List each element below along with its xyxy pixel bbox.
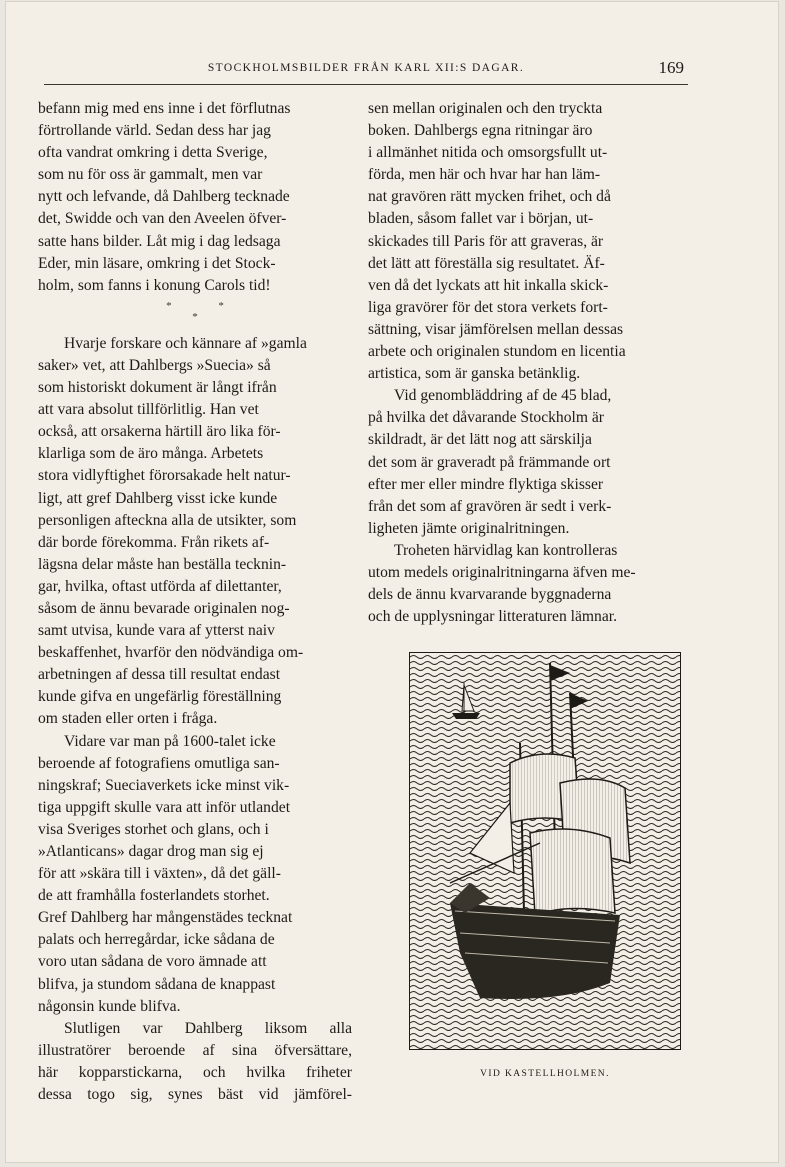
text-line: satte hans bilder. Låt mig i dag ledsaga (38, 232, 281, 250)
text-line: efter mer eller mindre flyktiga skisser (368, 475, 604, 493)
text-line: ningskraf; Sueciaverkets icke minst vik- (38, 776, 290, 794)
text-line: palats och herregårdar, icke sådana de (38, 931, 275, 949)
text-line: förda, men här och hvar har han läm- (368, 166, 601, 184)
text-line: Eder, min läsare, omkring i det Stock- (38, 254, 276, 272)
paragraph-fidelity (368, 540, 680, 628)
text-line: blifva, ja stundom sådana de knappast (38, 975, 276, 993)
text-line: Hvarje forskare och kännare af »gamla (64, 334, 307, 352)
text-line: ligt, att gref Dahlberg visst icke kunde (38, 489, 278, 507)
text-line: personligen afteckna alla de utsikter, som (38, 511, 297, 529)
paragraph-photography (38, 731, 352, 1018)
text-line: illustratörer beroende af sina öfversättare, (38, 1041, 352, 1059)
text-line: det, Swidde och van den Aveelen öfver- (38, 210, 287, 228)
text-line: beroende af fotografiens omutliga san- (38, 754, 280, 772)
asterisk-bottom: * (192, 310, 220, 323)
text-line: Slutligen var Dahlberg liksom alla (64, 1019, 352, 1037)
text-line: beskaffenhet, hvarför den nödvändiga om- (38, 644, 304, 662)
text-line: nat gravören rätt mycken frihet, och då (368, 188, 611, 206)
book-page (6, 2, 778, 1162)
text-line: ofta vandrat omkring i detta Sverige, (38, 144, 268, 162)
text-line: artistica, som är ganska betänklig. (368, 365, 581, 383)
right-column (368, 98, 680, 628)
text-line: ven då det lyckats att hit inkalla skick- (368, 276, 609, 294)
text-line: som historiskt dokument är långt ifrån (38, 379, 277, 397)
text-line: boken. Dahlbergs egna ritningar äro (368, 122, 593, 140)
text-line: från det som af gravören är sedt i verk- (368, 497, 612, 515)
text-line: samt utvisa, kunde vara af ytterst naiv (38, 622, 275, 640)
text-line: dessa togo sig, synes bäst vid jämförel- (38, 1086, 352, 1104)
text-line: det lätt att föreställa sig resultatet. Äf- (368, 254, 605, 272)
text-line: holm, som fanns i konung Carols tid! (38, 276, 271, 294)
text-line: stora vidlyftighet förorsakade helt natur- (38, 467, 291, 485)
paragraph-sources (38, 333, 352, 731)
text-line: nytt och lefvande, då Dahlberg tecknade (38, 188, 290, 206)
paragraph-leafing (368, 385, 680, 540)
text-line: utom medels originalritningarna äfven me- (368, 563, 636, 581)
text-line: skildradt, är det lätt nog att särskilja (368, 431, 592, 449)
text-line: för att »skära till i växten», då det gäll- (38, 865, 281, 883)
text-line: klarliga som de äro många. Arbetets (38, 445, 264, 463)
text-line: någonsin kunde blifva. (38, 997, 181, 1015)
text-line: ligheten jämte originalritningen. (368, 519, 570, 537)
page-header (44, 58, 688, 85)
text-line: befann mig med ens inne i det förflutnas (38, 100, 291, 117)
text-line: bladen, såsom fallet var i början, ut- (368, 210, 594, 228)
text-line: Gref Dahlberg har mångenstädes tecknat (38, 909, 293, 927)
text-line: visa Sveriges storhet och glans, och i (38, 820, 269, 838)
text-line: voro utan sådana de voro ämnade att (38, 953, 267, 971)
paragraph-engravers (38, 1018, 352, 1106)
text-line: det som är graveradt på främmande ort (368, 453, 611, 471)
text-line: Troheten härvidlag kan kontrolleras (394, 541, 618, 559)
text-line: sen mellan originalen och den tryckta (368, 100, 603, 117)
text-line: Vidare var man på 1600-talet icke (64, 732, 276, 750)
paragraph-comparison (368, 98, 680, 385)
text-line: gar, hvilka, oftast utförda af dilettanter, (38, 577, 282, 595)
text-line: Vid genombläddring af de 45 blad, (394, 387, 612, 405)
text-line: tiga uppgift skulle vara att inför utlandet (38, 798, 291, 816)
text-line: arbetningen af dessa till resultat endast (38, 666, 281, 684)
text-line: sättning, visar jämförelsen mellan dessas (368, 320, 624, 338)
text-line: skickades till Paris för att graveras, är (368, 232, 604, 250)
text-line: liga gravörer för det stora verkets fort- (368, 298, 608, 316)
text-line: också, att orsakerna härtill äro lika för- (38, 423, 281, 441)
text-line: där borde förekomma. Från rikets af- (38, 533, 270, 551)
text-line: dels de ännu kvarvarande byggnaderna (368, 586, 612, 604)
text-line: arbete och originalen stundom en licentia (368, 343, 626, 361)
text-line: i allmänhet nitida och omsorgsfullt ut- (368, 144, 608, 162)
text-line: och de upplysningar litteraturen lämnar. (368, 608, 617, 626)
asterisks-top: * * (166, 299, 246, 312)
text-line: de att framhålla fosterlandets storhet. (38, 887, 270, 905)
ship-engraving (409, 652, 681, 1050)
text-line: som nu för oss är gammalt, men var (38, 166, 263, 184)
text-line: lägsna delar måste han beställa tecknin- (38, 555, 287, 573)
figure-caption: VID KASTELLHOLMEN. (480, 1069, 610, 1079)
text-line: kunde gifva en ungefärlig föreställning (38, 688, 282, 706)
text-line: på hvilka det dåvarande Stockholm är (368, 409, 604, 427)
section-separator (38, 297, 352, 333)
left-column (38, 98, 352, 1106)
text-line: här kopparstickarna, och hvilka friheter (38, 1063, 352, 1081)
text-line: »Atlanticans» dagar drog man sig ej (38, 843, 264, 860)
page-number: 169 (658, 58, 684, 77)
text-line: att vara absolut tillförlitlig. Han vet (38, 401, 259, 419)
text-line: saker» vet, att Dahlbergs »Suecia» så (38, 356, 271, 374)
running-head: STOCKHOLMSBILDER FRÅN KARL XII:S DAGAR. (207, 62, 525, 74)
paragraph-continuation (38, 98, 352, 297)
text-line: om staden eller orten i fråga. (38, 710, 218, 728)
text-line: såsom de ännu bevarade originalen nog- (38, 599, 290, 617)
text-line: förtrollande värld. Sedan dess har jag (38, 122, 271, 140)
ship-illustration (410, 653, 680, 1049)
